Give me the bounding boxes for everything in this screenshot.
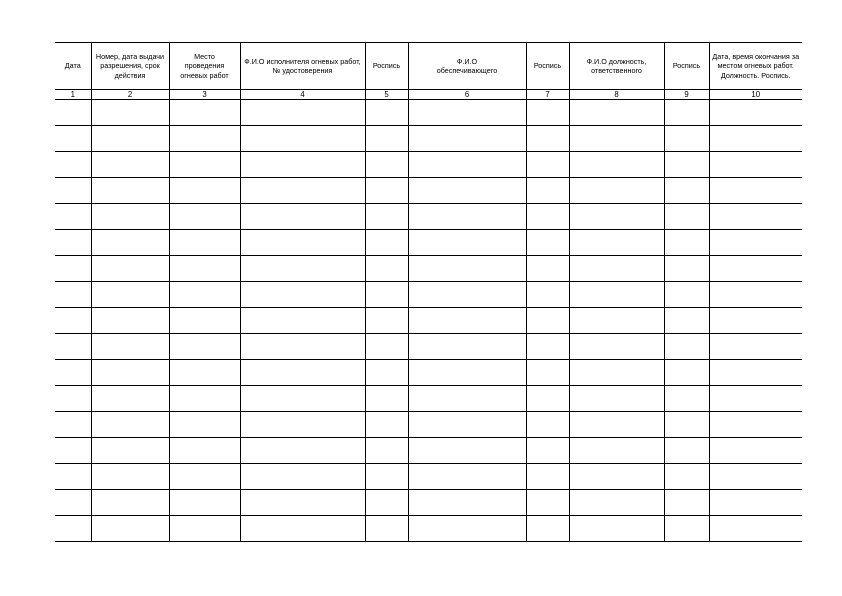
header-completion-text: Дата, время окончания за местом огневых работ. Должность. Роспись.: [712, 52, 800, 80]
header-performer-text: Ф.И.О исполнителя огневых работ, № удостоверения: [244, 56, 361, 75]
table-cell[interactable]: [526, 230, 569, 256]
table-cell[interactable]: [569, 438, 664, 464]
table-cell[interactable]: [91, 412, 169, 438]
table-row: [55, 386, 802, 412]
table-row: [55, 126, 802, 152]
table-cell[interactable]: [526, 178, 569, 204]
table-cell[interactable]: [91, 152, 169, 178]
table-cell[interactable]: [569, 100, 664, 126]
table-cell[interactable]: [55, 282, 91, 308]
table-cell[interactable]: [569, 360, 664, 386]
table-cell[interactable]: [408, 490, 526, 516]
table-cell[interactable]: [365, 282, 408, 308]
table-cell[interactable]: [569, 308, 664, 334]
table-cell[interactable]: [569, 230, 664, 256]
column-number: 10: [709, 90, 802, 100]
table-cell[interactable]: [664, 412, 709, 438]
table-cell[interactable]: [709, 386, 802, 412]
table-cell[interactable]: [365, 204, 408, 230]
column-number: 6: [408, 90, 526, 100]
log-table: [55, 42, 802, 542]
table-cell[interactable]: [240, 516, 365, 542]
table-cell[interactable]: [664, 230, 709, 256]
table-row: [55, 256, 802, 282]
table-cell[interactable]: [55, 490, 91, 516]
column-number: 5: [365, 90, 408, 100]
table-cell[interactable]: [526, 386, 569, 412]
table-cell[interactable]: [91, 126, 169, 152]
table-cell[interactable]: [91, 334, 169, 360]
header-permit-text: Номер, дата выдачи разрешения, срок действия: [95, 52, 165, 80]
table-cell[interactable]: [569, 386, 664, 412]
table-cell[interactable]: [55, 438, 91, 464]
table-cell[interactable]: [169, 282, 240, 308]
table-cell[interactable]: [664, 438, 709, 464]
table-cell[interactable]: [709, 178, 802, 204]
table-cell[interactable]: [91, 386, 169, 412]
column-number-row: [55, 90, 802, 100]
header-completion: [709, 43, 802, 90]
table-cell[interactable]: [569, 204, 664, 230]
table-cell[interactable]: [91, 360, 169, 386]
table-cell[interactable]: [240, 412, 365, 438]
table-row: [55, 152, 802, 178]
table-cell[interactable]: [365, 334, 408, 360]
table-cell[interactable]: [526, 412, 569, 438]
table-cell[interactable]: [169, 204, 240, 230]
table-cell[interactable]: [169, 178, 240, 204]
table-cell[interactable]: [365, 490, 408, 516]
table-row: [55, 464, 802, 490]
table-cell[interactable]: [664, 490, 709, 516]
header-place-text: Место проведения огневых работ: [180, 52, 229, 80]
table-cell[interactable]: [569, 178, 664, 204]
table-cell[interactable]: [526, 516, 569, 542]
table-cell[interactable]: [664, 126, 709, 152]
header-supervisor-text: Ф.И.О обеспечивающего: [436, 56, 498, 75]
table-cell[interactable]: [709, 360, 802, 386]
table-cell[interactable]: [569, 152, 664, 178]
table-cell[interactable]: [569, 334, 664, 360]
table-cell[interactable]: [365, 152, 408, 178]
table-cell[interactable]: [91, 100, 169, 126]
table-cell[interactable]: [240, 282, 365, 308]
table-cell[interactable]: [408, 126, 526, 152]
table-cell[interactable]: [526, 256, 569, 282]
table-cell[interactable]: [240, 464, 365, 490]
table-cell[interactable]: [664, 464, 709, 490]
table-cell[interactable]: [91, 490, 169, 516]
table-cell[interactable]: [365, 386, 408, 412]
table-row: [55, 334, 802, 360]
table-cell[interactable]: [664, 360, 709, 386]
table-cell[interactable]: [709, 282, 802, 308]
table-cell[interactable]: [55, 204, 91, 230]
table-cell[interactable]: [408, 308, 526, 334]
table-cell[interactable]: [664, 178, 709, 204]
table-cell[interactable]: [365, 464, 408, 490]
table-row: [55, 490, 802, 516]
table-row: [55, 282, 802, 308]
table-cell[interactable]: [240, 386, 365, 412]
table-cell[interactable]: [365, 438, 408, 464]
table-cell[interactable]: [240, 100, 365, 126]
table-cell[interactable]: [709, 516, 802, 542]
header-performer: [240, 43, 365, 90]
table-cell[interactable]: [55, 230, 91, 256]
table-cell[interactable]: [169, 490, 240, 516]
column-number: 2: [91, 90, 169, 100]
table-cell[interactable]: [526, 464, 569, 490]
table-cell[interactable]: [526, 308, 569, 334]
table-cell[interactable]: [408, 360, 526, 386]
table-cell[interactable]: [664, 308, 709, 334]
table-cell[interactable]: [365, 178, 408, 204]
table-cell[interactable]: [408, 204, 526, 230]
table-cell[interactable]: [55, 360, 91, 386]
table-cell[interactable]: [91, 230, 169, 256]
table-cell[interactable]: [709, 490, 802, 516]
table-cell[interactable]: [709, 412, 802, 438]
table-cell[interactable]: [365, 256, 408, 282]
header-signature-3: [664, 43, 709, 90]
header-supervisor: [408, 43, 526, 90]
header-responsible-text: Ф.И.О должность, ответственного: [586, 56, 647, 75]
table-cell[interactable]: [526, 204, 569, 230]
table-cell[interactable]: [169, 438, 240, 464]
table-row: [55, 308, 802, 334]
header-date: [55, 43, 91, 90]
table-cell[interactable]: [408, 438, 526, 464]
table-cell[interactable]: [169, 126, 240, 152]
table-row: [55, 516, 802, 542]
table-cell[interactable]: [408, 464, 526, 490]
header-permit: [91, 43, 169, 90]
table-cell[interactable]: [240, 490, 365, 516]
table-cell[interactable]: [709, 464, 802, 490]
table-cell[interactable]: [408, 412, 526, 438]
table-cell[interactable]: [365, 412, 408, 438]
table-cell[interactable]: [91, 438, 169, 464]
table-cell[interactable]: [709, 152, 802, 178]
table-cell[interactable]: [408, 178, 526, 204]
table-cell[interactable]: [664, 334, 709, 360]
column-number: 7: [526, 90, 569, 100]
table-cell[interactable]: [526, 100, 569, 126]
table-cell[interactable]: [91, 178, 169, 204]
table-cell[interactable]: [569, 256, 664, 282]
table-cell[interactable]: [664, 282, 709, 308]
table-cell[interactable]: [709, 204, 802, 230]
table-cell[interactable]: [169, 360, 240, 386]
table-cell[interactable]: [408, 230, 526, 256]
table-cell[interactable]: [408, 334, 526, 360]
table-row: [55, 412, 802, 438]
table-cell[interactable]: [365, 516, 408, 542]
table-cell[interactable]: [169, 152, 240, 178]
table-cell[interactable]: [365, 100, 408, 126]
table-cell[interactable]: [569, 464, 664, 490]
table-cell[interactable]: [664, 516, 709, 542]
table-cell[interactable]: [240, 334, 365, 360]
column-number: 9: [664, 90, 709, 100]
table-cell[interactable]: [569, 282, 664, 308]
table-cell[interactable]: [709, 334, 802, 360]
table-cell[interactable]: [709, 230, 802, 256]
table-cell[interactable]: [240, 256, 365, 282]
header-place: [169, 43, 240, 90]
table-cell[interactable]: [240, 178, 365, 204]
table-row: [55, 360, 802, 386]
table-cell[interactable]: [55, 386, 91, 412]
table-cell[interactable]: [240, 438, 365, 464]
table-cell[interactable]: [365, 126, 408, 152]
table-cell[interactable]: [91, 256, 169, 282]
column-number: 1: [55, 90, 91, 100]
table-cell[interactable]: [169, 100, 240, 126]
table-cell[interactable]: [240, 204, 365, 230]
header-row: [55, 43, 802, 90]
table-cell[interactable]: [240, 126, 365, 152]
table-cell[interactable]: [169, 386, 240, 412]
table-cell[interactable]: [55, 464, 91, 490]
table-cell[interactable]: [55, 516, 91, 542]
table-cell[interactable]: [569, 490, 664, 516]
table-cell[interactable]: [664, 386, 709, 412]
header-responsible: [569, 43, 664, 90]
table-row: [55, 204, 802, 230]
table-cell[interactable]: [240, 230, 365, 256]
header-signature-2-text: Роспись: [533, 61, 562, 71]
table-cell[interactable]: [408, 100, 526, 126]
table-cell[interactable]: [240, 360, 365, 386]
table-cell[interactable]: [240, 308, 365, 334]
table-cell[interactable]: [55, 334, 91, 360]
table-cell[interactable]: [55, 308, 91, 334]
table-cell[interactable]: [709, 308, 802, 334]
table-cell[interactable]: [55, 178, 91, 204]
table-cell[interactable]: [709, 438, 802, 464]
table-cell[interactable]: [365, 308, 408, 334]
table-cell[interactable]: [408, 516, 526, 542]
table-cell[interactable]: [55, 256, 91, 282]
table-cell[interactable]: [664, 100, 709, 126]
table-cell[interactable]: [526, 360, 569, 386]
table-cell[interactable]: [55, 100, 91, 126]
table-cell[interactable]: [408, 152, 526, 178]
column-number: 3: [169, 90, 240, 100]
table-cell[interactable]: [526, 126, 569, 152]
table-cell[interactable]: [240, 152, 365, 178]
table-cell[interactable]: [526, 282, 569, 308]
table-cell[interactable]: [169, 516, 240, 542]
header-signature-1: [365, 43, 408, 90]
table-cell[interactable]: [91, 282, 169, 308]
table-cell[interactable]: [569, 516, 664, 542]
table-cell[interactable]: [55, 412, 91, 438]
header-signature-3-text: Роспись: [672, 61, 701, 71]
table-cell[interactable]: [91, 464, 169, 490]
table-cell[interactable]: [169, 230, 240, 256]
header-date-text: Дата: [64, 61, 81, 71]
table-cell[interactable]: [365, 360, 408, 386]
table-cell[interactable]: [408, 256, 526, 282]
table-cell[interactable]: [55, 126, 91, 152]
table-cell[interactable]: [709, 100, 802, 126]
table-cell[interactable]: [408, 282, 526, 308]
column-number: 8: [569, 90, 664, 100]
header-signature-1-text: Роспись: [372, 61, 401, 71]
table-cell[interactable]: [664, 204, 709, 230]
table-cell[interactable]: [55, 152, 91, 178]
table-row: [55, 178, 802, 204]
table-cell[interactable]: [664, 256, 709, 282]
table-cell[interactable]: [169, 412, 240, 438]
column-number: 4: [240, 90, 365, 100]
table-cell[interactable]: [169, 334, 240, 360]
table-cell[interactable]: [408, 386, 526, 412]
table-cell[interactable]: [709, 126, 802, 152]
table-cell[interactable]: [709, 256, 802, 282]
table-row: [55, 438, 802, 464]
table-row: [55, 100, 802, 126]
header-signature-2: [526, 43, 569, 90]
table-cell[interactable]: [169, 256, 240, 282]
table-cell[interactable]: [526, 490, 569, 516]
table-cell[interactable]: [526, 334, 569, 360]
table-cell[interactable]: [91, 308, 169, 334]
table-cell[interactable]: [91, 204, 169, 230]
table-cell[interactable]: [365, 230, 408, 256]
table-cell[interactable]: [664, 152, 709, 178]
table-row: [55, 230, 802, 256]
table-cell[interactable]: [169, 464, 240, 490]
table-cell[interactable]: [526, 152, 569, 178]
table-cell[interactable]: [526, 438, 569, 464]
table-cell[interactable]: [569, 412, 664, 438]
table-cell[interactable]: [569, 126, 664, 152]
table-cell[interactable]: [169, 308, 240, 334]
table-cell[interactable]: [91, 516, 169, 542]
